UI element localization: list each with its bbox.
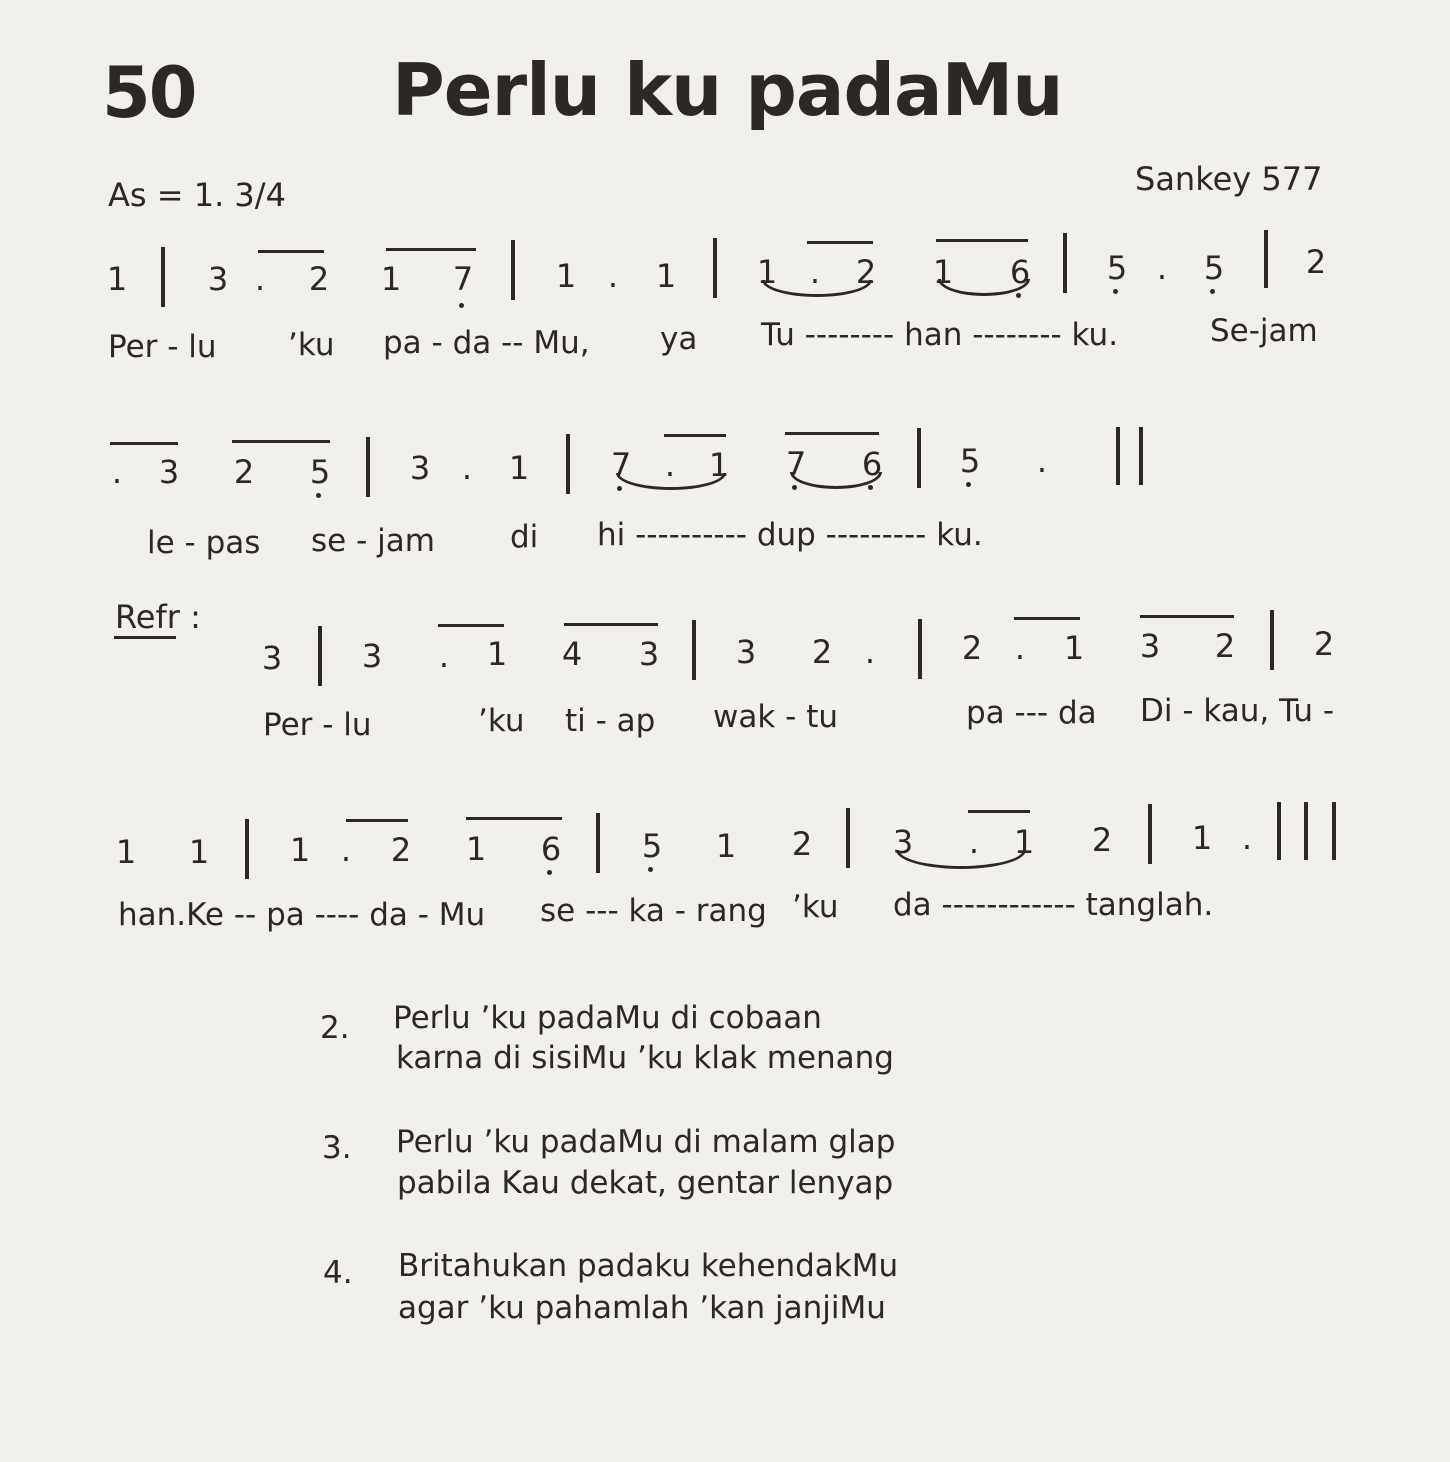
bar-line xyxy=(366,437,370,497)
note: 7 xyxy=(610,446,632,484)
verse-line: karna di sisiMu ’ku klak menang xyxy=(396,1040,894,1076)
note: . xyxy=(809,253,821,291)
note: 1 xyxy=(1063,629,1085,667)
note: 2 xyxy=(233,453,255,491)
octave-dot xyxy=(792,485,797,490)
note: 6 xyxy=(1009,253,1031,291)
verse-line: Perlu ’ku padaMu di cobaan xyxy=(393,1000,822,1036)
note: 6 xyxy=(861,445,883,483)
final-bar-line xyxy=(1332,802,1336,860)
note: 3 xyxy=(638,635,660,673)
octave-dot xyxy=(1113,289,1118,294)
note: . xyxy=(864,633,876,671)
verse-line: Britahukan padaku kehendakMu xyxy=(398,1248,899,1284)
note: 1 xyxy=(655,257,677,295)
bar-line xyxy=(1264,230,1268,288)
final-bar-line xyxy=(1139,427,1143,485)
note: 3 xyxy=(409,449,431,487)
bar-line xyxy=(692,620,696,680)
note: . xyxy=(1014,629,1026,667)
verse-line: pabila Kau dekat, gentar lenyap xyxy=(397,1165,894,1201)
note: 3 xyxy=(261,639,283,677)
source-reference: Sankey 577 xyxy=(1135,160,1323,198)
note: 3 xyxy=(361,637,383,675)
lyric: Per - lu xyxy=(263,707,372,743)
note: 1 xyxy=(508,449,530,487)
octave-dot xyxy=(459,303,464,308)
note: 1 xyxy=(380,260,402,298)
note: 1 xyxy=(715,827,737,865)
note: 2 xyxy=(1214,627,1236,665)
beam xyxy=(1140,615,1234,618)
beam xyxy=(258,250,324,253)
octave-dot xyxy=(868,485,873,490)
hymn-title: Perlu ku padaMu xyxy=(392,48,1063,132)
key-signature: As = 1. 3/4 xyxy=(108,176,286,214)
beam xyxy=(386,248,476,251)
beam xyxy=(466,817,562,820)
note: . xyxy=(461,449,473,487)
note: 5 xyxy=(959,442,981,480)
bar-line xyxy=(318,626,322,686)
bar-line xyxy=(917,428,921,488)
note: 1 xyxy=(106,260,128,298)
lyric: ti - ap xyxy=(565,703,656,739)
beam xyxy=(936,239,1028,242)
note: 3 xyxy=(158,453,180,491)
bar-line xyxy=(245,819,249,879)
note: 1 xyxy=(1191,819,1213,857)
lyric: wak - tu xyxy=(713,699,838,735)
beam xyxy=(807,241,873,244)
note: 3 xyxy=(735,633,757,671)
lyric: Per - lu xyxy=(108,329,217,365)
note: 1 xyxy=(1013,823,1035,861)
bar-line xyxy=(713,238,717,298)
note: 3 xyxy=(207,260,229,298)
octave-dot xyxy=(547,870,552,875)
note: 5 xyxy=(1203,249,1225,287)
bar-line xyxy=(161,247,165,307)
note: 2 xyxy=(1313,625,1335,663)
note: . xyxy=(1156,249,1168,287)
note: 1 xyxy=(465,830,487,868)
note: 2 xyxy=(855,253,877,291)
note: 5 xyxy=(641,827,663,865)
note: 1 xyxy=(932,253,954,291)
beam xyxy=(346,819,408,822)
octave-dot xyxy=(1210,289,1215,294)
note: 1 xyxy=(708,446,730,484)
final-bar-line xyxy=(1304,802,1308,860)
note: . xyxy=(607,257,619,295)
note: 7 xyxy=(452,260,474,298)
lyric: di xyxy=(510,519,539,555)
bar-line xyxy=(1063,233,1067,293)
bar-line xyxy=(596,813,600,873)
note: . xyxy=(1241,819,1253,857)
note: 5 xyxy=(1106,249,1128,287)
verse-number: 3. xyxy=(322,1130,352,1166)
note: . xyxy=(664,446,676,484)
verse-line: Perlu ’ku padaMu di malam glap xyxy=(396,1124,896,1160)
note: 4 xyxy=(561,635,583,673)
octave-dot xyxy=(1016,293,1021,298)
lyric: pa --- da xyxy=(966,695,1097,731)
note: . xyxy=(340,831,352,869)
beam xyxy=(785,432,879,435)
octave-dot xyxy=(648,867,653,872)
lyric: pa - da -- Mu, xyxy=(383,325,590,361)
bar-line xyxy=(918,619,922,679)
note: . xyxy=(968,823,980,861)
note: . xyxy=(254,260,266,298)
note: 2 xyxy=(791,825,813,863)
lyric: Tu -------- han -------- ku. xyxy=(761,317,1119,353)
slur xyxy=(896,850,1026,869)
hymn-number: 50 xyxy=(102,52,196,134)
lyric: Di - kau, Tu - xyxy=(1140,693,1335,729)
note: 2 xyxy=(1305,243,1327,281)
beam xyxy=(232,440,330,443)
bar-line xyxy=(511,240,515,300)
final-bar-line xyxy=(1116,427,1120,485)
note: 7 xyxy=(785,445,807,483)
note: . xyxy=(438,637,450,675)
lyric: han.Ke -- pa ---- da - Mu xyxy=(118,897,486,933)
lyric: Se-jam xyxy=(1210,313,1318,349)
note: 2 xyxy=(811,633,833,671)
bar-line xyxy=(846,808,850,868)
note: 1 xyxy=(555,257,577,295)
verse-number: 4. xyxy=(323,1255,353,1291)
note: 1 xyxy=(289,831,311,869)
bar-line xyxy=(566,434,570,494)
beam xyxy=(110,442,178,445)
lyric: ’ku xyxy=(792,889,839,925)
note: 6 xyxy=(540,830,562,868)
final-bar-line xyxy=(1277,802,1281,860)
verse-line: agar ’ku pahamlah ’kan janjiMu xyxy=(398,1290,886,1326)
lyric: se --- ka - rang xyxy=(540,893,767,929)
note: . xyxy=(1036,442,1048,480)
slur xyxy=(616,473,726,490)
lyric: ’ku xyxy=(288,327,335,363)
note: 2 xyxy=(390,831,412,869)
lyric: da ------------ tanglah. xyxy=(893,887,1214,923)
verse-number: 2. xyxy=(320,1010,350,1046)
refrain-label: Refr : xyxy=(115,598,201,636)
lyric: le - pas xyxy=(147,525,261,561)
lyric: ya xyxy=(660,321,698,357)
bar-line xyxy=(1270,610,1274,670)
note: 3 xyxy=(1139,627,1161,665)
beam xyxy=(664,434,726,437)
note: 2 xyxy=(961,629,983,667)
refrain-underline xyxy=(114,636,176,639)
beam xyxy=(438,624,504,627)
note: 1 xyxy=(188,833,210,871)
beam xyxy=(1014,617,1080,620)
note: 1 xyxy=(115,833,137,871)
octave-dot xyxy=(316,493,321,498)
beam xyxy=(968,810,1030,813)
lyric: se - jam xyxy=(311,523,435,559)
lyric: ’ku xyxy=(478,703,525,739)
note: 5 xyxy=(309,453,331,491)
octave-dot xyxy=(966,482,971,487)
slur xyxy=(762,280,872,297)
note: 2 xyxy=(1091,821,1113,859)
lyric: hi ---------- dup --------- ku. xyxy=(597,517,983,553)
octave-dot xyxy=(617,486,622,491)
note: 1 xyxy=(486,635,508,673)
beam xyxy=(564,623,658,626)
note: 1 xyxy=(756,253,778,291)
note: 2 xyxy=(308,260,330,298)
bar-line xyxy=(1148,804,1152,864)
note: 3 xyxy=(892,823,914,861)
note: . xyxy=(111,453,123,491)
